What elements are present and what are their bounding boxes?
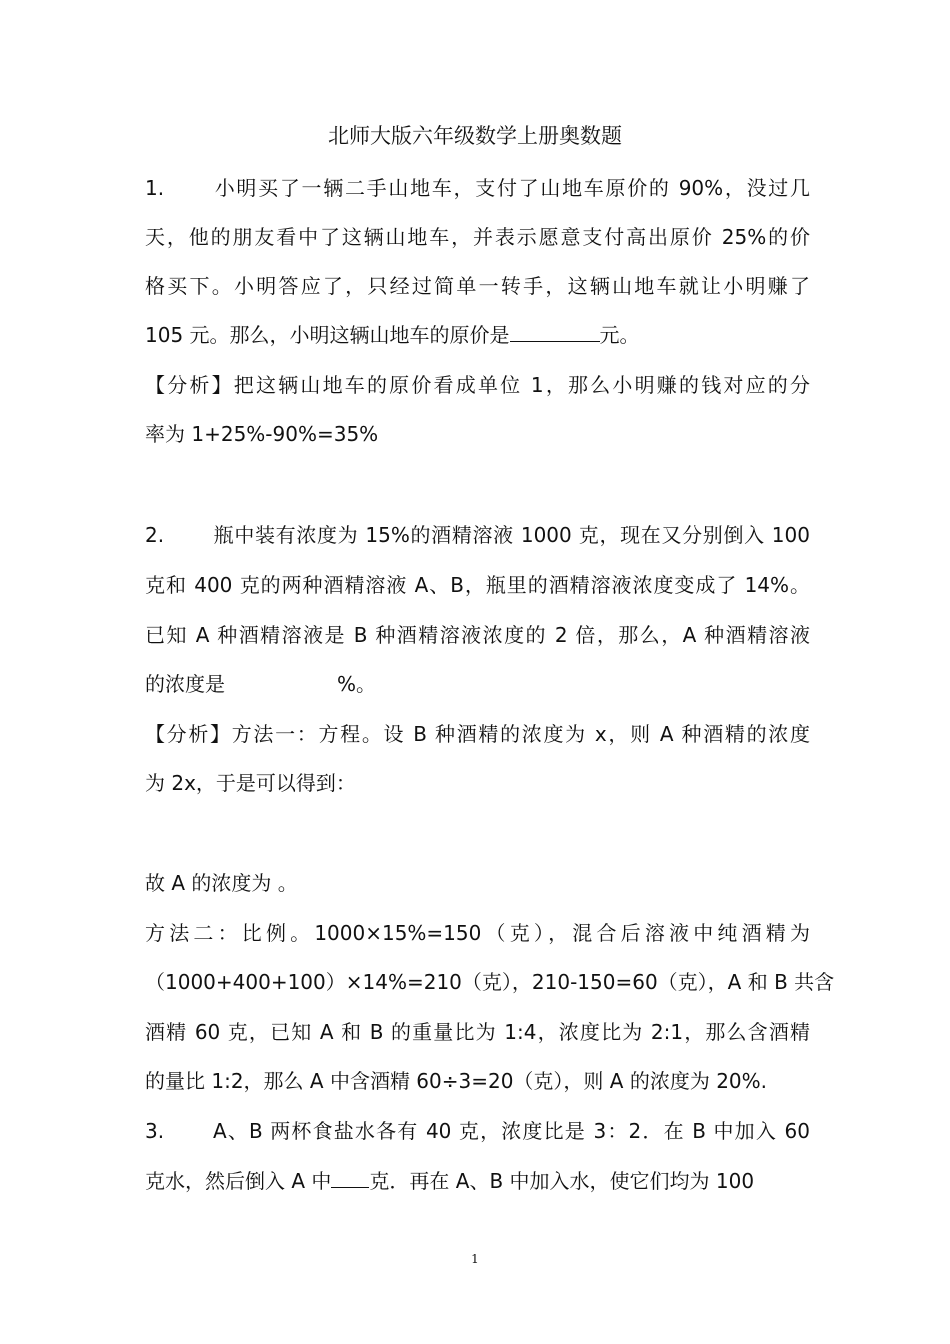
page-title: 北师大版六年级数学上册奥数题 xyxy=(328,124,622,148)
answer-blank xyxy=(510,319,600,342)
question-1-text-4a: 105 元。那么，小明这辆山地车的原价是 xyxy=(145,323,510,347)
question-2-number: 2. xyxy=(145,523,165,547)
analysis-1-line-1: 【分析】把这辆山地车的原价看成单位 1，那么小明赚的钱对应的分 xyxy=(145,373,810,397)
question-3-text-2a: 克水，然后倒入 A 中 xyxy=(145,1169,332,1193)
question-2-text-4a: 的浓度是 xyxy=(145,672,225,696)
question-2-line-4 xyxy=(145,668,810,700)
question-1-line-4 xyxy=(145,319,810,351)
question-1-number: 1. xyxy=(145,176,165,200)
analysis-2-line-1: 【分析】方法一：方程。设 B 种酒精的浓度为 x，则 A 种酒精的浓度 xyxy=(145,722,810,746)
question-2-text-4b: %。 xyxy=(337,672,377,696)
question-3-line-1 xyxy=(145,1115,810,1147)
page-number: 1 xyxy=(471,1252,479,1266)
analysis-2-line-2: 为 2x，于是可以得到： xyxy=(145,771,356,795)
question-2-line-3: 已知 A 种酒精溶液是 B 种酒精溶液浓度的 2 倍，那么，A 种酒精溶液 xyxy=(145,623,810,647)
question-3-text-2b: 克．再在 A、B 中加入水，使它们均为 100 xyxy=(369,1169,755,1193)
question-2-line-2: 克和 400 克的两种酒精溶液 A、B，瓶里的酒精溶液浓度变成了 14%。 xyxy=(145,573,810,597)
analysis-2-line-7: 的量比 1:2，那么 A 中含酒精 60÷3=20（克），则 A 的浓度为 20%. xyxy=(145,1069,768,1093)
analysis-2-line-6: 酒精 60 克，已知 A 和 B 的重量比为 1:4，浓度比为 2:1，那么含酒精 xyxy=(145,1020,810,1044)
question-1-text-1: 小明买了一辆二手山地车，支付了山地车原价的 90%，没过几 xyxy=(213,176,810,200)
question-1-line-2: 天，他的朋友看中了这辆山地车，并表示愿意支付高出原价 25%的价 xyxy=(145,225,810,249)
question-1-text-4b: 元。 xyxy=(599,323,640,347)
question-3-line-2 xyxy=(145,1165,810,1197)
analysis-1-line-2: 率为 1+25%-90%=35% xyxy=(145,422,379,446)
analysis-2-line-5: （1000+400+100）×14%=210（克），210-150=60（克），A 和 B 共含 xyxy=(145,970,835,994)
question-1-line-3: 格买下。小明答应了，只经过简单一转手，这辆山地车就让小明赚了 xyxy=(145,274,810,298)
answer-blank xyxy=(331,1165,369,1188)
question-3-number: 3. xyxy=(145,1119,165,1143)
analysis-2-line-4: 方法二：比例。1000×15%=150（克），混合后溶液中纯酒精为 xyxy=(145,921,810,945)
question-2-line-1 xyxy=(145,519,810,551)
question-3-text-1: A、B 两杯食盐水各有 40 克，浓度比是 3：2．在 B 中加入 60 xyxy=(213,1119,810,1143)
analysis-2-line-3: 故 A 的浓度为 。 xyxy=(145,871,298,895)
question-1-line-1 xyxy=(145,172,810,204)
question-2-text-1: 瓶中装有浓度为 15%的酒精溶液 1000 克，现在又分别倒入 100 xyxy=(213,523,810,547)
